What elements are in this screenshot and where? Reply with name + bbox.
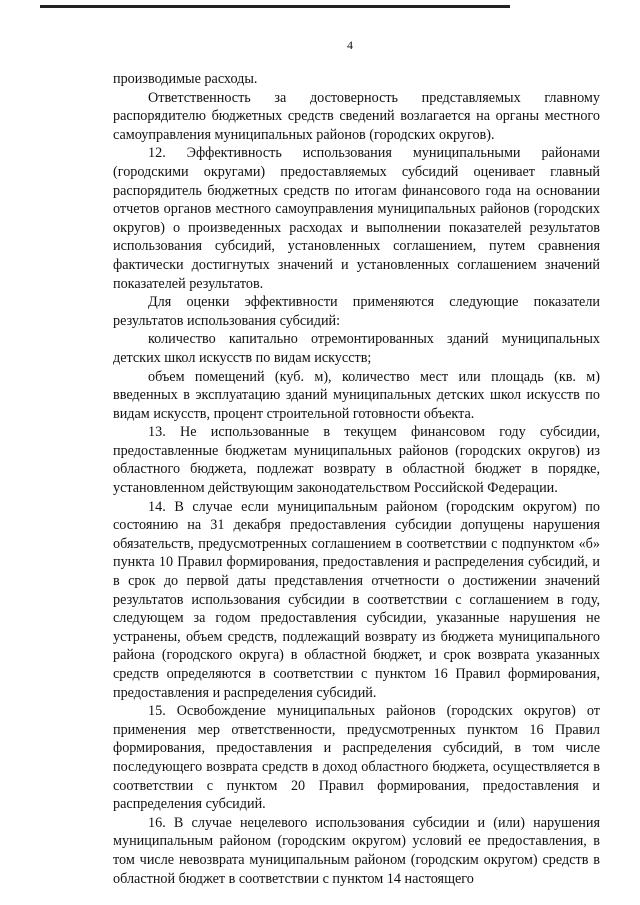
paragraph: количество капитально отремонтированных зданий муниципальных детских школ искусств по видам искусств; bbox=[113, 331, 600, 366]
paragraph: 15. Освобождение муниципальных районов (городских округов) от применения мер ответственности, предусмотренных пунктом 16 Правил формирования, предоставления и распределения субсидий, в том числе последующего возврата средств в доход областного бюджета, осуществляется в соответствии с пунктом 20 Правил формирования, предоставления и распределения субсидий. bbox=[113, 703, 600, 813]
paragraph: 14. В случае если муниципальным районом (городским округом) по состоянию на 31 декабря предоставления субсидии допущены нарушения обязательств, предусмотренных соглашением в соответствии с подпунктом «б» пункта 10 Правил формирования, предоставления и распределения субсидий, и в срок до первой даты представления отчетности о достижении значений результатов использования субсидии в соответствии с соглашением в году, следующем за годом предоставления субсидии, указанные нарушения не устранены, объем средств, подлежащий возврату из бюджета муниципального района (городского округа) в областной бюджет, и срок возврата указанных средств определяются в соответствии с пунктом 16 Правил формирования, предоставления и распределения субсидий. bbox=[113, 498, 600, 701]
paragraph: Для оценки эффективности применяются следующие показатели результатов использования субсидий: bbox=[113, 294, 600, 329]
top-rule bbox=[40, 5, 510, 8]
paragraph: Ответственность за достоверность представляемых главному распорядителю бюджетных средств сведений возлагается на органы местного самоуправления муниципальных районов (городских округов). bbox=[113, 89, 600, 143]
page-number: 4 bbox=[347, 38, 353, 52]
paragraph: 12. Эффективность использования муниципальными районами (городскими округами) предоставляемых субсидий оценивает главный распорядитель бюджетных средств по итогам финансового года на основании отчетов органов местного самоуправления муниципальных районов (городских округов) о произведенных расходах и выполнении показателей результатов использования субсидий, установленных соглашением, путем сравнения фактически достигнутых значений и установленных соглашением значений показателей результатов. bbox=[113, 145, 600, 292]
paragraph: 13. Не использованные в текущем финансовом году субсидии, предоставленные бюджетам муниципальных районов (городских округов) из областного бюджета, подлежат возврату в областной бюджет в порядке, установленном действующим законодательством Российской Федерации. bbox=[113, 424, 600, 497]
paragraph: объем помещений (куб. м), количество мест или площадь (кв. м) введенных в эксплуатацию зданий муниципальных детских школ искусств по видам искусств, процент строительной готовности объекта. bbox=[113, 368, 600, 422]
paragraph: 16. В случае нецелевого использования субсидии и (или) нарушения муниципальным районом (городским округом) условий ее предоставления, в том числе невозврата муниципальным районом (городским округом) средств в областной бюджет в соответствии с пунктом 14 настоящего bbox=[113, 814, 600, 887]
paragraph: производимые расходы. bbox=[113, 71, 258, 87]
document-body bbox=[113, 70, 600, 888]
